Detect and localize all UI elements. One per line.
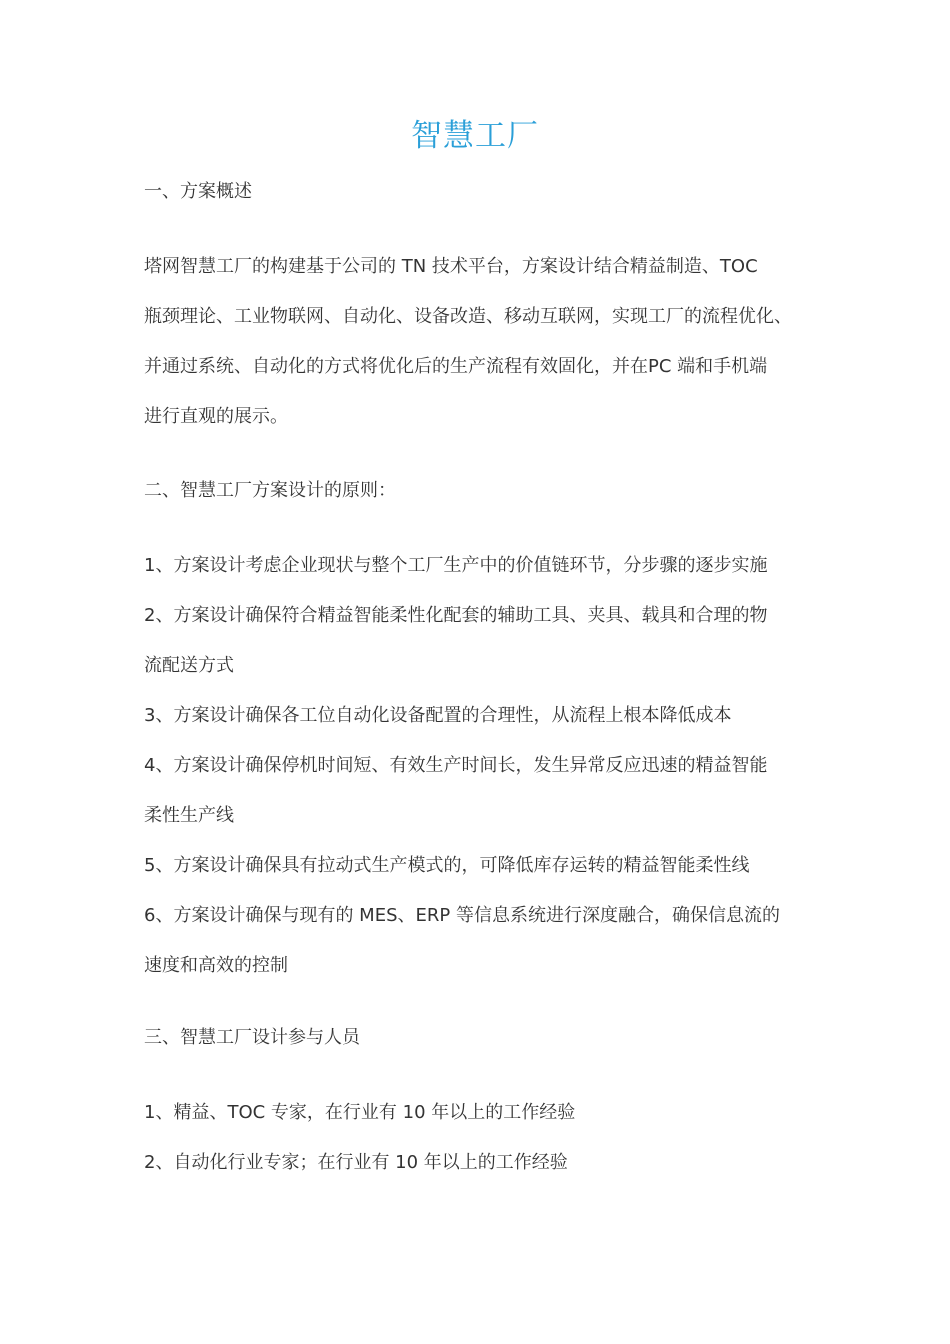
section-3-heading	[144, 1013, 812, 1063]
list-item-line: 速度和高效的控制	[144, 955, 288, 976]
section-1-heading	[144, 167, 812, 217]
list-item-line: 6、方案设计确保与现有的 MES、ERP 等信息系统进行深度融合，确保信息流的	[144, 905, 780, 926]
paragraph-line: 进行直观的展示。	[144, 406, 288, 427]
list-item-line: 流配送方式	[144, 655, 234, 676]
section-2-heading	[144, 466, 812, 516]
section-heading-text: 三、智慧工厂设计参与人员	[144, 1027, 360, 1048]
document-title: 智慧工厂	[411, 118, 539, 154]
paragraph-line: 瓶颈理论、工业物联网、自动化、设备改造、移动互联网，实现工厂的流程优化、	[144, 306, 792, 327]
section-3-list	[144, 1088, 812, 1188]
paragraph-line: 塔网智慧工厂的构建基于公司的 TN 技术平台，方案设计结合精益制造、TOC	[144, 256, 758, 277]
section-heading-text: 二、智慧工厂方案设计的原则：	[144, 480, 396, 501]
section-1-paragraph	[144, 242, 812, 442]
list-item-line: 柔性生产线	[144, 805, 234, 826]
list-item-line: 1、方案设计考虑企业现状与整个工厂生产中的价值链环节，分步骤的逐步实施	[144, 555, 768, 576]
list-item-line: 4、方案设计确保停机时间短、有效生产时间长，发生异常反应迅速的精益智能	[144, 755, 768, 776]
list-item-line: 1、精益、TOC 专家，在行业有 10 年以上的工作经验	[144, 1102, 576, 1123]
section-2-list	[144, 541, 812, 991]
section-heading-text: 一、方案概述	[144, 181, 252, 202]
list-item-line: 2、方案设计确保符合精益智能柔性化配套的辅助工具、夹具、载具和合理的物	[144, 605, 768, 626]
list-item-line: 2、自动化行业专家；在行业有 10 年以上的工作经验	[144, 1152, 568, 1173]
paragraph-line: 并通过系统、自动化的方式将优化后的生产流程有效固化，并在PC 端和手机端	[144, 356, 768, 377]
list-item-line: 3、方案设计确保各工位自动化设备配置的合理性，从流程上根本降低成本	[144, 705, 732, 726]
list-item-line: 5、方案设计确保具有拉动式生产模式的，可降低库存运转的精益智能柔性线	[144, 855, 750, 876]
